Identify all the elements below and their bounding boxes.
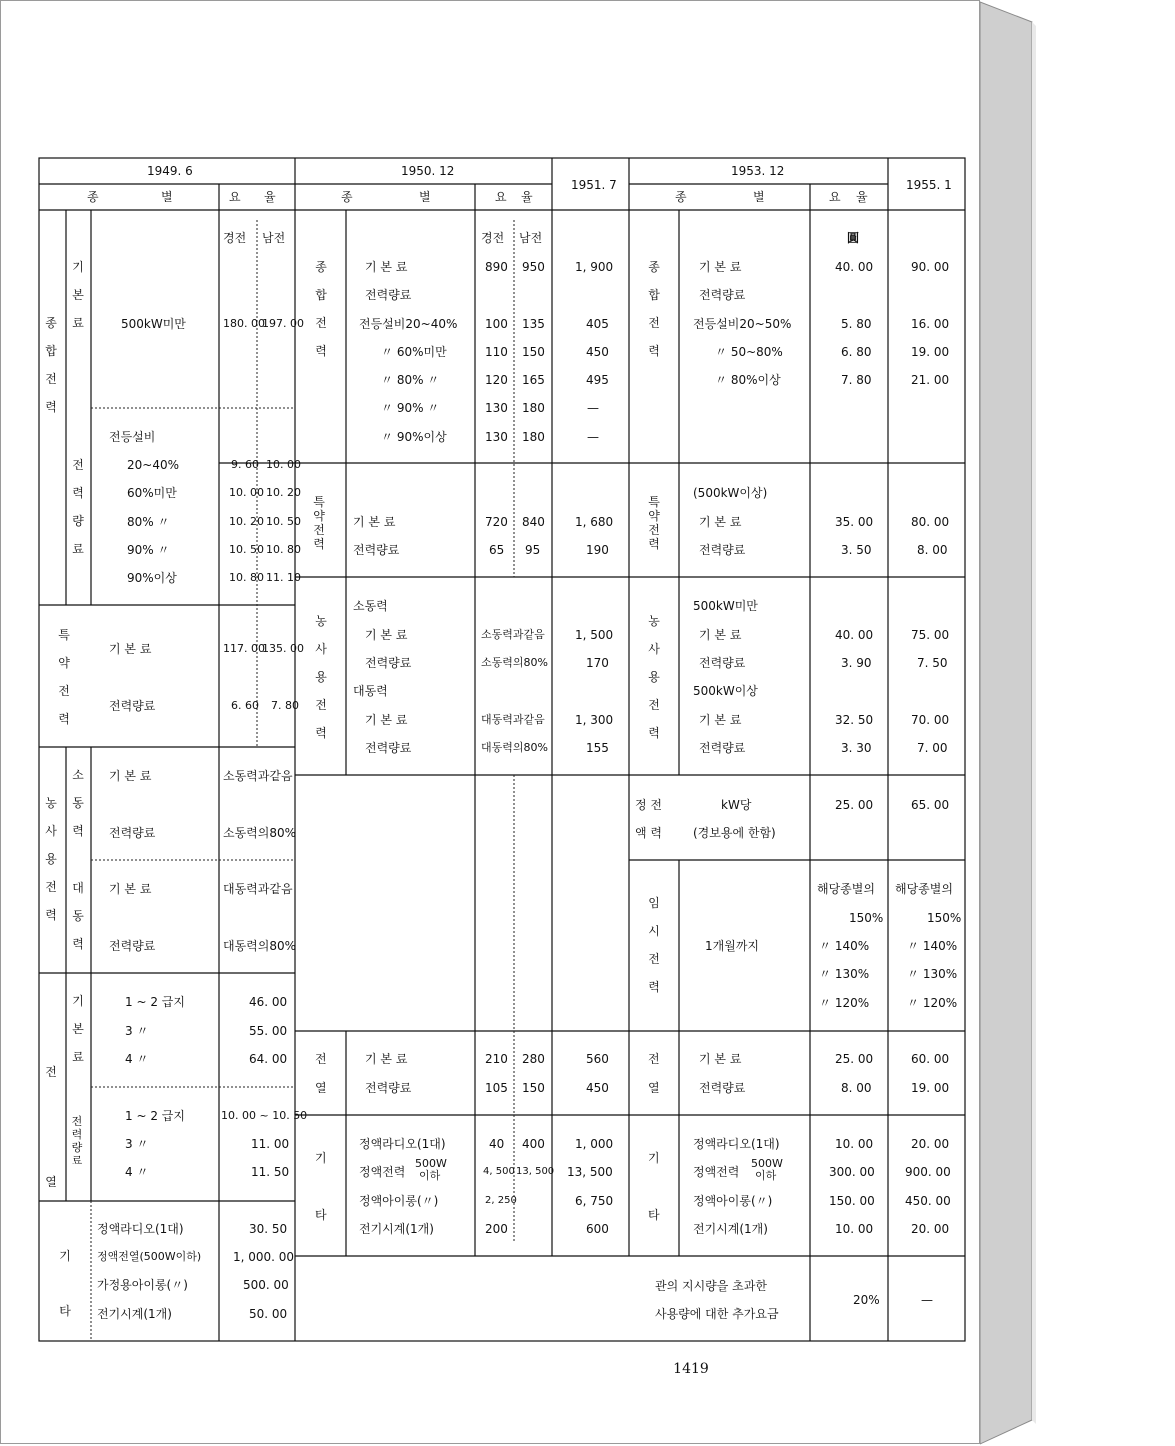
jh53-row-v55: 19. 00 xyxy=(911,345,950,359)
ns53-row-v55: 75. 00 xyxy=(911,628,950,642)
tk-row-label: 전력량료 xyxy=(353,543,400,557)
gita-row-y51: 1, 000 xyxy=(575,1137,614,1151)
kind-header-a: 종 xyxy=(675,190,687,204)
jh-row-k: 100 xyxy=(485,317,508,331)
ns-row-label: 기 본 료 xyxy=(365,713,408,727)
jy-jr-row-label: 3 〃 xyxy=(125,1137,149,1151)
jeonyeol-b-1950: 열 xyxy=(315,1081,327,1095)
year-1953-header: 1953. 12 xyxy=(731,164,785,178)
jh53-row-label: 전등설비20~50% xyxy=(693,317,792,331)
jy-row-label: 1 ~ 2 급지 xyxy=(125,995,185,1009)
jy-row-y51: 560 xyxy=(586,1052,609,1066)
gita53-row-label: 정액라디오(1대) xyxy=(693,1137,780,1151)
gita-row-k: 40 xyxy=(489,1137,505,1151)
jd-row-k: 10. 20 xyxy=(229,515,264,528)
jy-row-label: 전력량료 xyxy=(365,1081,412,1095)
tk53-row-v53: 3. 50 xyxy=(841,543,872,557)
jh-row-n: 180 xyxy=(522,430,545,444)
ns53-row-v53: 3. 90 xyxy=(841,656,872,670)
gita-row-label: 정액아이롱(〃) xyxy=(359,1194,439,1208)
tk53-row-label: 전력량료 xyxy=(699,543,746,557)
jonghap-label-1949: 종합전력 xyxy=(45,316,57,414)
jd-row-label: 90%이상 xyxy=(127,571,177,585)
gita-row-v: 1, 000. 00 xyxy=(233,1250,295,1264)
rate-header-a: 요 xyxy=(829,190,841,204)
jh-row-label: 전력량료 xyxy=(365,288,412,302)
jh-row-label: 기 본 료 xyxy=(365,260,408,274)
jy-kibon-label-1949: 기본료 xyxy=(72,994,84,1064)
paren-top: 500W xyxy=(415,1157,447,1170)
jy53-row-label: 기 본 료 xyxy=(699,1052,742,1066)
jy53-row-label: 전력량료 xyxy=(699,1081,746,1095)
jh-row-y51: 450 xyxy=(586,345,609,359)
ns-kibon-1949: 기 본 료 xyxy=(109,882,152,896)
ns53-row-label: 기 본 료 xyxy=(699,713,742,727)
tk-jr-n-1949: 7. 80 xyxy=(271,699,299,712)
tk53-row-label: 기 본 료 xyxy=(699,515,742,529)
jeongaek-unit: kW당 xyxy=(721,798,752,812)
rate-197: 197. 00 xyxy=(262,317,304,330)
ns-row-y51: 170 xyxy=(586,656,609,670)
jh-row-k: 110 xyxy=(485,345,508,359)
tk53-row-v55: 8. 00 xyxy=(917,543,948,557)
jd-row-n: 10. 00 xyxy=(266,458,301,471)
gita-row-label: 전기시계(1개) xyxy=(97,1307,172,1321)
gita-row-v: 500. 00 xyxy=(243,1278,289,1292)
imsi-row-53: 150% xyxy=(849,911,884,925)
gita53-row-label: 정액아이롱(〃) xyxy=(693,1194,773,1208)
gita53-row-v53: 300. 00 xyxy=(829,1165,875,1179)
tk-kibon-1949: 기 본 료 xyxy=(109,642,152,656)
jy53-row-v55: 19. 00 xyxy=(911,1081,950,1095)
ns-dae-1950: 대동력 xyxy=(353,684,388,698)
paren-bot: 이하 xyxy=(755,1169,777,1182)
gita-row-label: 정액라디오(1대) xyxy=(359,1137,446,1151)
ns53-row-label: 전력량료 xyxy=(699,741,746,755)
imsi-row-53: 〃 140% xyxy=(819,939,870,953)
gita53-row-v55: 20. 00 xyxy=(911,1137,950,1151)
so-jr-v-1949: 소동력의80% xyxy=(223,826,297,840)
jh53-row-v55: 90. 00 xyxy=(911,260,950,274)
gita53-row-v53: 10. 00 xyxy=(835,1222,874,1236)
jd-row-label: 90% 〃 xyxy=(127,543,170,557)
jh-row-y51: 405 xyxy=(586,317,609,331)
teukyak-label-1950: 특약전력 xyxy=(313,495,325,551)
ns-row-y51: 155 xyxy=(586,741,609,755)
jh53-row-label: 〃 80%이상 xyxy=(715,373,781,387)
jy53-row-v55: 60. 00 xyxy=(911,1052,950,1066)
gita53-row-label: 정액전력 xyxy=(693,1165,740,1179)
jh53-row-v55: 16. 00 xyxy=(911,317,950,331)
jd-row-n: 10. 80 xyxy=(266,543,301,556)
ns-row-label: 기 본 료 xyxy=(365,628,408,642)
jy-row-n: 280 xyxy=(522,1052,545,1066)
jy-jr-row-label: 4 〃 xyxy=(125,1165,149,1179)
jy-jr-row-v: 11. 00 xyxy=(251,1137,290,1151)
so-label-1949: 소동력 xyxy=(72,768,84,838)
gita-row-k: 2, 250 xyxy=(485,1195,517,1206)
year-1951-header: 1951. 7 xyxy=(571,178,617,192)
jy-jr-row-v: 10. 00 ~ 10. 50 xyxy=(221,1109,308,1122)
jonghap-label-1953: 종합전력 xyxy=(648,260,660,358)
tk-row-y51: 1, 680 xyxy=(575,515,614,529)
rate-header-a: 요 xyxy=(229,190,241,204)
ns53-row-v53: 40. 00 xyxy=(835,628,874,642)
jeondeung-1949: 전등설비 xyxy=(109,430,156,444)
jh53-row-v53: 7. 80 xyxy=(841,373,872,387)
ns-row-label: 전력량료 xyxy=(365,656,412,670)
imsi-label: 임시전력 xyxy=(648,896,660,994)
extra-note-a: 관의 지시량을 초과한 xyxy=(655,1279,767,1293)
jh-row-y51: — xyxy=(587,401,599,415)
ns53-row-v53: 32. 50 xyxy=(835,713,874,727)
gita-row-k: 200 xyxy=(485,1222,508,1236)
jh-row-n: 950 xyxy=(522,260,545,274)
kind-header-b: 별 xyxy=(753,190,765,204)
jeongaek-v55: 65. 00 xyxy=(911,798,950,812)
jy-row-k: 210 xyxy=(485,1052,508,1066)
jh53-row-label: 전력량료 xyxy=(699,288,746,302)
gita-row-label: 전기시계(1개) xyxy=(359,1222,434,1236)
so-kibon-v-1949: 소동력과같음 xyxy=(223,769,293,783)
rate-header-b: 율 xyxy=(856,190,868,204)
ns-kibon-1949: 기 본 료 xyxy=(109,769,152,783)
jd-row-n: 10. 50 xyxy=(266,515,301,528)
ns-row-v: 소동력과같음 xyxy=(481,628,545,641)
gita-row-label: 정액라디오(1대) xyxy=(97,1222,184,1236)
gita-row-v: 50. 00 xyxy=(249,1307,288,1321)
jh-row-label: 전등설비20~40% xyxy=(359,317,458,331)
jh53-row-v53: 5. 80 xyxy=(841,317,872,331)
tk53-head: (500kW이상) xyxy=(693,486,768,500)
jonghap-label-1950: 종합전력 xyxy=(315,260,327,358)
jy-jr-label-1949: 전력량료 xyxy=(71,1115,83,1167)
jh-row-label: 〃 60%미만 xyxy=(381,345,447,359)
tk-row-n: 95 xyxy=(525,543,541,557)
jh-row-y51: 1, 900 xyxy=(575,260,614,274)
nongsa-label-1949: 농사용전력 xyxy=(45,796,57,922)
jh-row-y51: 495 xyxy=(586,373,609,387)
extra-note-b: 사용량에 대한 추가요금 xyxy=(655,1307,779,1321)
imsi-row-53: 〃 120% xyxy=(819,996,870,1010)
under500-1949: 500kW미만 xyxy=(121,317,186,331)
gita53-row-v53: 150. 00 xyxy=(829,1194,875,1208)
year-1949-header: 1949. 6 xyxy=(147,164,193,178)
jd-row-k: 10. 50 xyxy=(229,543,264,556)
jh-row-n: 135 xyxy=(522,317,545,331)
imsi-desc: 1개월까지 xyxy=(705,939,760,953)
jh-row-k: 130 xyxy=(485,430,508,444)
extra-v55: — xyxy=(921,1293,933,1307)
jd-row-k: 9. 60 xyxy=(231,458,259,471)
won-mark: 圓 xyxy=(847,231,860,245)
jeongaek-a: 정 전 xyxy=(635,798,662,812)
nongsa-label-1950: 농사용전력 xyxy=(315,614,327,740)
jeonyeol-b-1953: 열 xyxy=(648,1081,660,1095)
ns-jr-1949: 전력량료 xyxy=(109,939,156,953)
gita53-row-v53: 10. 00 xyxy=(835,1137,874,1151)
page-number: 1419 xyxy=(673,1361,709,1377)
ns-jr-1949: 전력량료 xyxy=(109,826,156,840)
namjeon-header: 남전 xyxy=(519,231,543,245)
jeongaek-note: (경보용에 한함) xyxy=(693,826,776,840)
gita53-row-v55: 900. 00 xyxy=(905,1165,951,1179)
kibon-label-1949: 기본료 xyxy=(72,260,84,330)
jy-row-label: 기 본 료 xyxy=(365,1052,408,1066)
ns53-row-v55: 7. 00 xyxy=(917,741,948,755)
year-1955-header: 1955. 1 xyxy=(906,178,952,192)
kind-header-b: 별 xyxy=(419,190,431,204)
gita-row-label: 정액전력 xyxy=(359,1165,406,1179)
imsi-row-53: 〃 130% xyxy=(819,967,870,981)
year-1950-header: 1950. 12 xyxy=(401,164,455,178)
paren-top: 500W xyxy=(751,1157,783,1170)
ns53-row-label: 전력량료 xyxy=(699,656,746,670)
tk-row-k: 65 xyxy=(489,543,505,557)
imsi-row-55: 150% xyxy=(927,911,962,925)
jh53-row-label: 〃 50~80% xyxy=(715,345,783,359)
ns-row-y51: 1, 500 xyxy=(575,628,614,642)
rate-header-b: 율 xyxy=(264,190,276,204)
jh-row-k: 120 xyxy=(485,373,508,387)
gita-label-1949: 기타 xyxy=(59,1249,71,1318)
gita-a-1950: 기 xyxy=(315,1151,327,1165)
dae-jr-v-1949: 대동력의80% xyxy=(223,939,297,953)
jeonyeol-label-1949: 전열 xyxy=(45,1065,57,1189)
ns-row-label: 전력량료 xyxy=(365,741,412,755)
ns53-under: 500kW미만 xyxy=(693,599,758,613)
gita-b-1950: 타 xyxy=(315,1208,327,1222)
paren-bot: 이하 xyxy=(419,1169,441,1182)
ns-row-v: 대동력의80% xyxy=(481,741,548,754)
dae-kibon-v-1949: 대동력과같음 xyxy=(223,882,293,896)
ns53-row-v53: 3. 30 xyxy=(841,741,872,755)
tk-row-k: 720 xyxy=(485,515,508,529)
gita-row-y51: 13, 500 xyxy=(567,1165,613,1179)
tk-row-y51: 190 xyxy=(586,543,609,557)
rate-180: 180. 00 xyxy=(223,317,265,330)
tk-kibon-k-1949: 117. 00 xyxy=(223,642,265,655)
jd-row-label: 80% 〃 xyxy=(127,515,170,529)
gita53-row-v55: 20. 00 xyxy=(911,1222,950,1236)
jeongaek-v53: 25. 00 xyxy=(835,798,874,812)
jh53-row-v53: 40. 00 xyxy=(835,260,874,274)
jh53-row-v53: 6. 80 xyxy=(841,345,872,359)
gita53-row-label: 전기시계(1개) xyxy=(693,1222,768,1236)
jd-row-k: 10. 80 xyxy=(229,571,264,584)
jy-row-n: 150 xyxy=(522,1081,545,1095)
kind-header-b: 별 xyxy=(161,190,173,204)
ns53-row-v55: 7. 50 xyxy=(917,656,948,670)
tk53-row-v53: 35. 00 xyxy=(835,515,874,529)
imsi-row-55: 〃 140% xyxy=(907,939,958,953)
gita-b-1953: 타 xyxy=(648,1208,660,1222)
kyungjeon-header: 경전 xyxy=(481,231,505,245)
namjeon-header: 남전 xyxy=(262,231,286,245)
tk-jr-k-1949: 6. 60 xyxy=(231,699,259,712)
jh-row-n: 150 xyxy=(522,345,545,359)
ns53-row-v55: 70. 00 xyxy=(911,713,950,727)
jd-row-n: 11. 10 xyxy=(266,571,301,584)
teukyak-label-1949: 특약전력 xyxy=(58,628,70,726)
jy-row-label: 4 〃 xyxy=(125,1052,149,1066)
jy53-row-v53: 8. 00 xyxy=(841,1081,872,1095)
gita-row-y51: 600 xyxy=(586,1222,609,1236)
jh-row-label: 〃 90%이상 xyxy=(381,430,447,444)
jy-row-y51: 450 xyxy=(586,1081,609,1095)
jh-row-n: 180 xyxy=(522,401,545,415)
jh-row-k: 890 xyxy=(485,260,508,274)
imsi-head-53: 해당종별의 xyxy=(817,882,875,896)
jy-row-k: 105 xyxy=(485,1081,508,1095)
jd-row-label: 20~40% xyxy=(127,458,179,472)
jeonyeol-a-1950: 전 xyxy=(315,1052,327,1066)
ns53-row-label: 기 본 료 xyxy=(699,628,742,642)
jy-row-label: 3 〃 xyxy=(125,1024,149,1038)
gita-row-v: 30. 50 xyxy=(249,1222,288,1236)
imsi-row-55: 〃 120% xyxy=(907,996,958,1010)
gita-row-n: 400 xyxy=(522,1137,545,1151)
jy-jr-row-v: 11. 50 xyxy=(251,1165,290,1179)
gita-a-1953: 기 xyxy=(648,1151,660,1165)
jeongaek-b: 액 력 xyxy=(635,826,662,840)
rate-header-b: 율 xyxy=(521,190,533,204)
tk-row-label: 기 본 료 xyxy=(353,515,396,529)
rate-header-a: 요 xyxy=(495,190,507,204)
gita-row-k: 4, 500 xyxy=(483,1166,515,1177)
tk-jr-1949: 전력량료 xyxy=(109,699,156,713)
jd-row-n: 10. 20 xyxy=(266,486,301,499)
jd-row-k: 10. 00 xyxy=(229,486,264,499)
imsi-head-55: 해당종별의 xyxy=(895,882,953,896)
ns-row-v: 대동력과같음 xyxy=(481,713,545,726)
jy-row-v: 46. 00 xyxy=(249,995,288,1009)
ns-so-1950: 소동력 xyxy=(353,599,388,613)
jy-row-v: 64. 00 xyxy=(249,1052,288,1066)
tk-row-n: 840 xyxy=(522,515,545,529)
jh-row-y51: — xyxy=(587,430,599,444)
ns-row-y51: 1, 300 xyxy=(575,713,614,727)
nongsa-label-1953: 농사용전력 xyxy=(648,614,660,740)
jh-row-label: 〃 80% 〃 xyxy=(381,373,440,387)
jh53-row-v55: 21. 00 xyxy=(911,373,950,387)
ns53-over: 500kW이상 xyxy=(693,684,758,698)
jy-jr-row-label: 1 ~ 2 급지 xyxy=(125,1109,185,1123)
imsi-row-55: 〃 130% xyxy=(907,967,958,981)
gita53-row-v55: 450. 00 xyxy=(905,1194,951,1208)
page-edge-shadow xyxy=(980,0,1175,1446)
jeonryeok-label-1949: 전력량료 xyxy=(72,458,84,556)
gita-row-label: 정액전열(500W이하) xyxy=(97,1250,202,1263)
tk53-row-v55: 80. 00 xyxy=(911,515,950,529)
jh53-row-label: 기 본 료 xyxy=(699,260,742,274)
jeonyeol-a-1953: 전 xyxy=(648,1052,660,1066)
jy-row-v: 55. 00 xyxy=(249,1024,288,1038)
dae-label-1949: 대동력 xyxy=(72,881,84,951)
jy53-row-v53: 25. 00 xyxy=(835,1052,874,1066)
kind-header-a: 종 xyxy=(87,190,99,204)
kyungjeon-header: 경전 xyxy=(223,231,247,245)
gita-row-label: 가정용아이롱(〃) xyxy=(97,1278,188,1292)
jh-row-n: 165 xyxy=(522,373,545,387)
jh-row-label: 〃 90% 〃 xyxy=(381,401,440,415)
ns-row-v: 소동력의80% xyxy=(481,656,548,669)
jd-row-label: 60%미만 xyxy=(127,486,177,500)
gita-row-y51: 6, 750 xyxy=(575,1194,614,1208)
gita-row-n: 13, 500 xyxy=(516,1166,555,1177)
kind-header-a: 종 xyxy=(341,190,353,204)
teukyak-label-1953: 특약전력 xyxy=(648,495,660,551)
jh-row-k: 130 xyxy=(485,401,508,415)
extra-v53: 20% xyxy=(853,1293,880,1307)
tk-kibon-n-1949: 135. 00 xyxy=(262,642,304,655)
